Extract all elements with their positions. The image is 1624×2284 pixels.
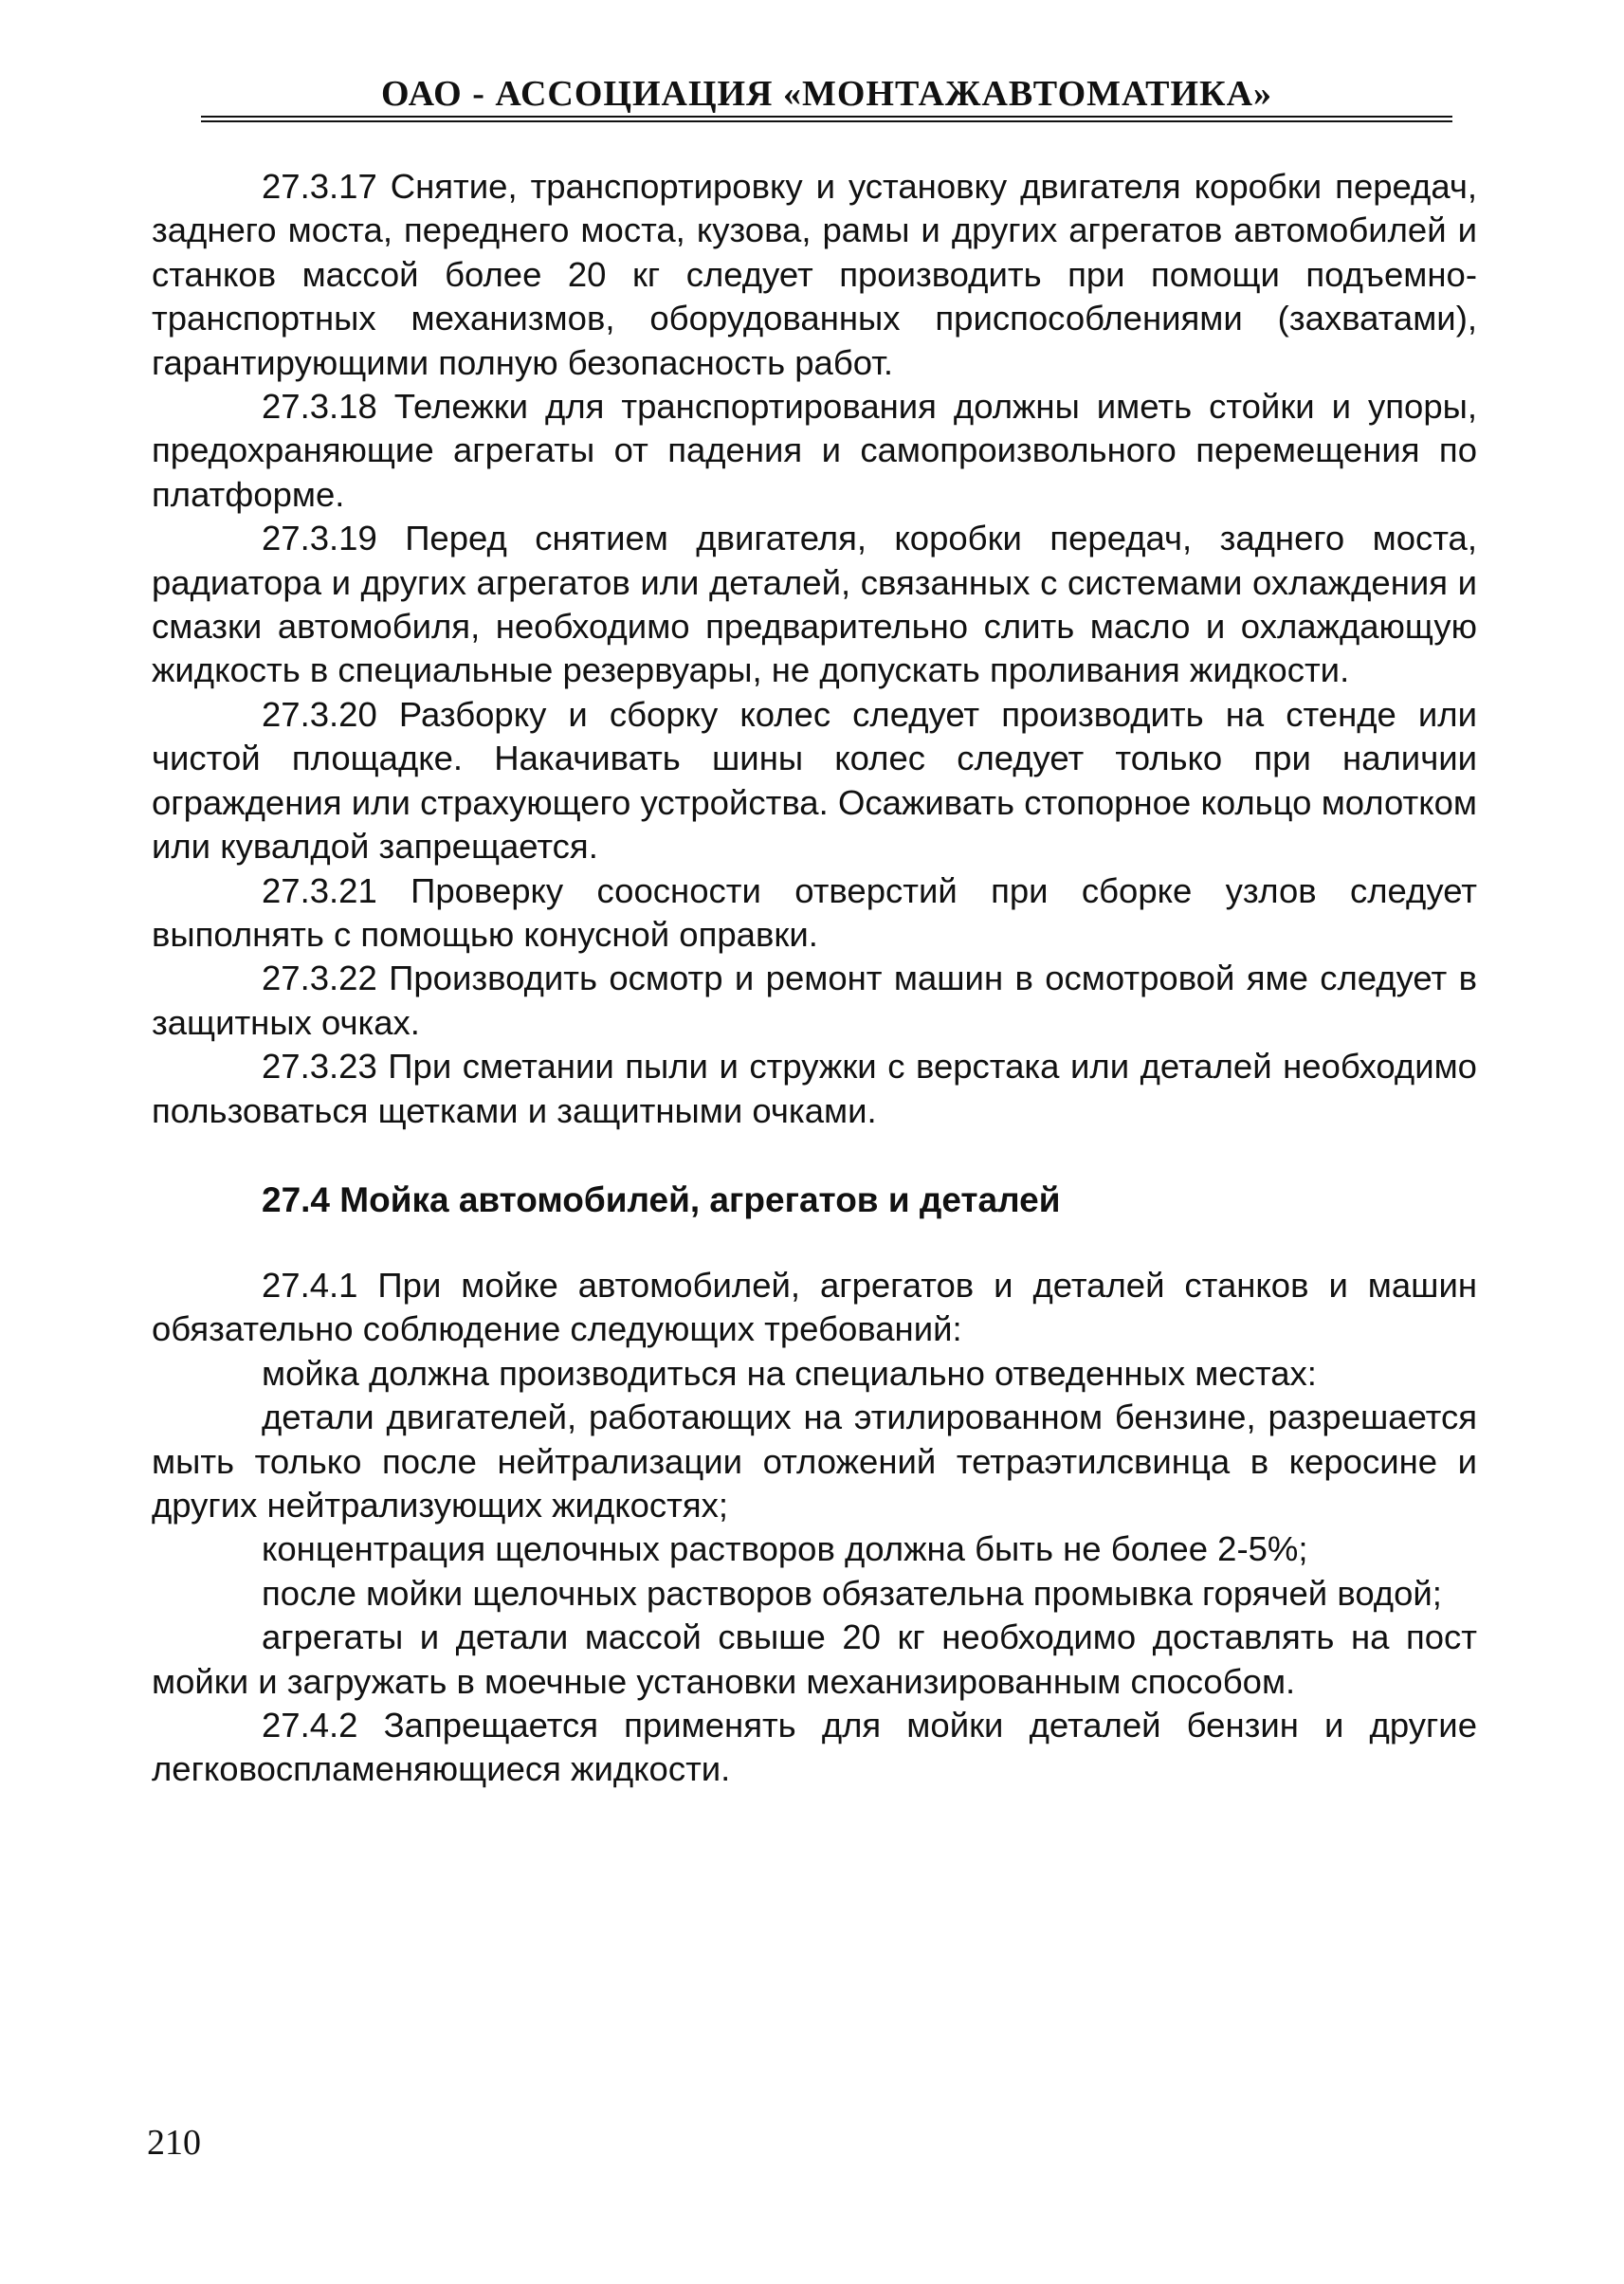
paragraph-27-3-23: 27.3.23 При сметании пыли и стружки с верстака или деталей необходимо пользоваться щетками и защитными очками.	[152, 1047, 1477, 1130]
paragraph-27-4-1: 27.4.1 При мойке автомобилей, агрегатов и деталей станков и машин обязательно соблюдение следующих требований:	[152, 1265, 1477, 1349]
paragraph-27-3-20: 27.3.20 Разборку и сборку колес следует производить на стенде или чистой площадке. Накачивать шины колес следует только при наличии ограждения или страхующего устройства. Осаживать стопорное кольцо молотком или кувалдой запрещается.	[152, 694, 1477, 867]
requirement-heavy-parts-mechanized: агрегаты и детали массой свыше 20 кг необходимо доставлять на пост мойки и загружать в моечные установки механизированным способом.	[152, 1617, 1477, 1701]
paragraph-27-4-2: 27.4.2 Запрещается применять для мойки деталей бензин и другие легковоспламеняющиеся жидкости.	[152, 1706, 1477, 1789]
requirement-leaded-engine-parts: детали двигателей, работающих на этилированном бензине, разрешается мыть только после нейтрализации отложений тетраэтилсвинца в керосине и других нейтрализующих жидкостях;	[152, 1398, 1477, 1525]
requirement-wash-location: мойка должна производиться на специально отведенных местах:	[262, 1353, 1317, 1393]
header-double-rule	[201, 116, 1452, 122]
requirement-alkaline-concentration: концентрация щелочных растворов должна быть не более 2-5%;	[262, 1529, 1308, 1569]
page-number: 210	[147, 2123, 201, 2163]
section-heading-27-4: 27.4 Мойка автомобилей, агрегатов и деталей	[262, 1179, 1061, 1219]
paragraph-27-3-17: 27.3.17 Снятие, транспортировку и установку двигателя коробки передач, заднего моста, переднего моста, кузова, рамы и других агрегатов автомобилей и станков массой более 20 кг следует производить при помощи подъемно-транспортных механизмов, оборудованных приспособлениями (захватами), гарантирующими полную безопасность работ.	[152, 167, 1477, 382]
paragraph-27-3-21: 27.3.21 Проверку соосности отверстий при сборке узлов следует выполнять с помощью конусной оправки.	[152, 870, 1477, 954]
page-header-title: ОАО - АССОЦИАЦИЯ «МОНТАЖАВТОМАТИКА»	[380, 74, 1273, 114]
paragraph-27-3-19: 27.3.19 Перед снятием двигателя, коробки передач, заднего моста, радиатора и других агрегатов или деталей, связанных с системами охлаждения и смазки автомобиля, необходимо предварительно слить масло и охлаждающую жидкость в специальные резервуары, не допускать проливания жидкости.	[152, 519, 1477, 690]
paragraph-27-3-18: 27.3.18 Тележки для транспортирования должны иметь стойки и упоры, предохраняющие агрегаты от падения и самопроизвольного перемещения по платформе.	[152, 387, 1477, 514]
paragraph-27-3-22: 27.3.22 Производить осмотр и ремонт машин в осмотровой яме следует в защитных очках.	[152, 959, 1477, 1042]
requirement-hot-water-rinse: после мойки щелочных растворов обязательна промывка горячей водой;	[262, 1573, 1442, 1613]
document-body	[152, 165, 1477, 1792]
